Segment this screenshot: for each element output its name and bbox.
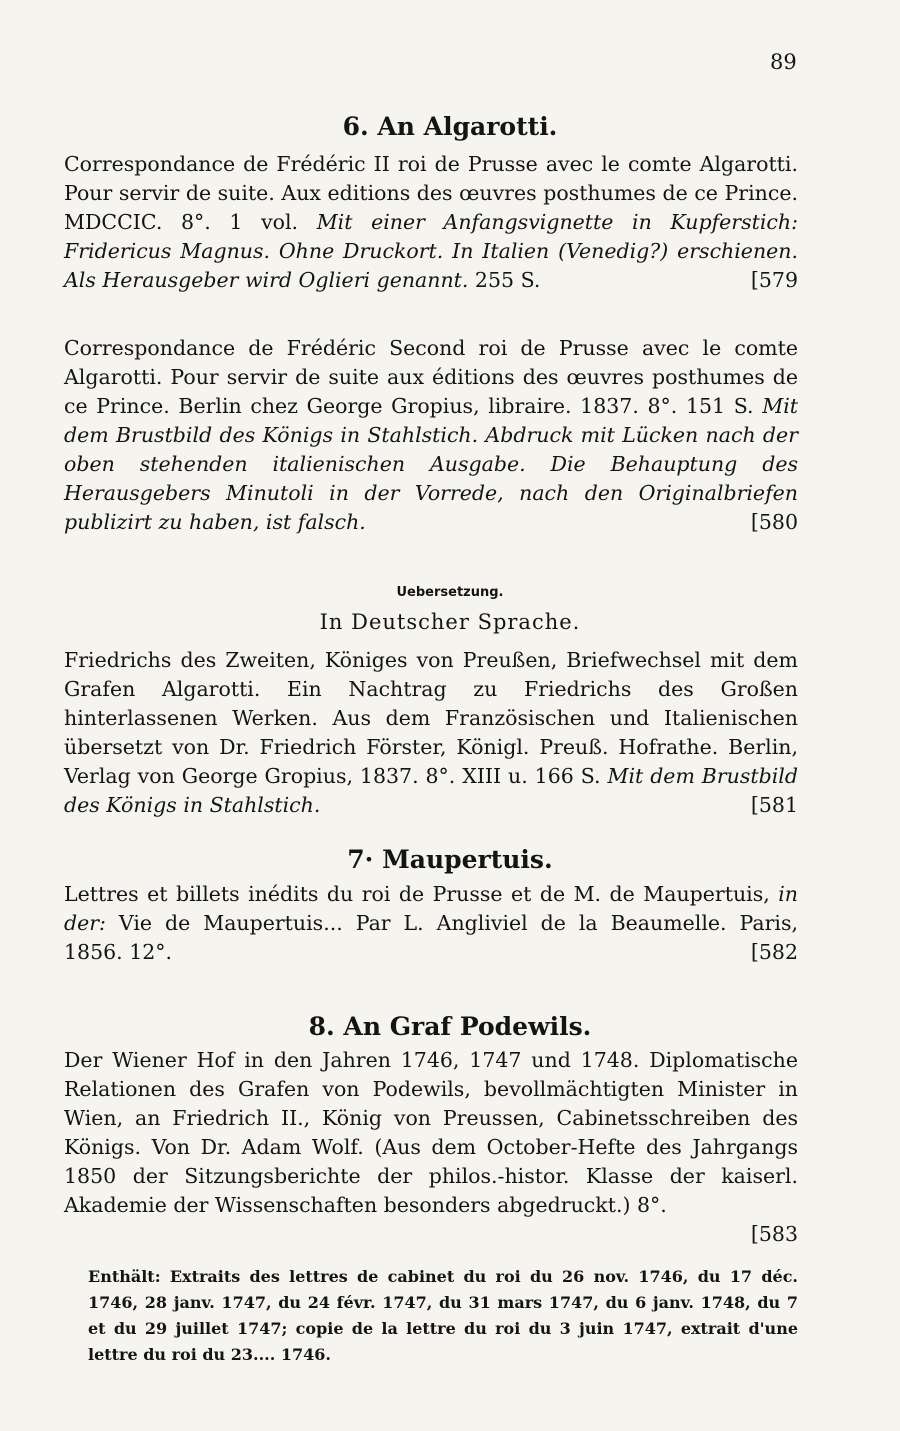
section-heading-algarotti: 6. An Algarotti. — [342, 112, 558, 141]
entry-number: [580 — [750, 510, 798, 534]
entry-text: Lettres et billets inédits du roi de Prusse et de M. de Maupertuis, — [64, 882, 779, 906]
translation-heading: In Deutscher Sprache. — [319, 610, 581, 634]
entry-580 — [64, 334, 798, 537]
entry-number: [579 — [750, 268, 798, 292]
entry-text: Correspondance de Frédéric Second roi de Prusse avec le comte Algarotti. Pour servir de suite aux éditions des œuvres posthumes de ce Prince. Berlin chez George Gropius, libraire. 1837. 8°. 151 S. — [64, 336, 798, 418]
entry-582 — [64, 880, 798, 967]
entry-581 — [64, 646, 798, 820]
entry-italic-text: Mit einer Anfangsvignette in Kupferstich: Fridericus Magnus. Ohne Druckort. In Italien (Venedig?) erschienen. Als Herausgeber wird Oglieri genannt. — [64, 210, 798, 292]
entry-number: [583 — [750, 1222, 798, 1246]
entry-text: Correspondance de Frédéric II roi de Prusse avec le comte Algarotti. Pour servir de suite. Aux editions des œuvres posthumes de ce Prince. MDCCIC. 8°. 1 vol. — [64, 152, 798, 234]
entry-number: [582 — [750, 940, 798, 964]
translation-label: Uebersetzung. — [396, 585, 504, 600]
entry-tail: Vie de Maupertuis... Par L. Angliviel de la Beaumelle. Paris, 1856. 12°. — [64, 911, 798, 964]
contents-note: Enthält: Extraits des lettres de cabinet du roi du 26 nov. 1746, du 17 déc. 1746, 28 janv. 1747, du 24 févr. 1747, du 31 mars 1747, du 6 janv. 1748, du 7 et du 29 juillet 1747; copie de la lettre du roi du 3 juin 1747, extrait d'une lettre du roi du 23.... 1746. — [88, 1267, 798, 1364]
page-number: 89 — [770, 50, 797, 74]
entry-italic-text: Mit dem Brustbild des Königs in Stahlstich. Abdruck mit Lücken nach der oben stehenden italienischen Ausgabe. Die Behauptung des Herausgebers Minutoli in der Vorrede, nach den Originalbriefen publizirt zu haben, ist falsch. — [64, 394, 798, 534]
section-heading-podewils: 8. An Graf Podewils. — [308, 1012, 592, 1041]
entry-tail: 255 S. — [468, 268, 541, 292]
entry-number: [581 — [750, 793, 798, 817]
entry-italic-text: Mit dem Brustbild des Königs in Stahlstich. — [64, 764, 798, 817]
section-heading-maupertuis: 7· Maupertuis. — [347, 845, 553, 874]
entry-583 — [64, 1046, 798, 1246]
entry-text: Friedrichs des Zweiten, Königes von Preußen, Briefwechsel mit dem Grafen Algarotti. Ein Nachtrag zu Friedrichs des Großen hinterlassenen Werken. Aus dem Französischen und Italienischen übersetzt von Dr. Friedrich Förster, Königl. Preuß. Hofrathe. Berlin, Verlag von George Gropius, 1837. 8°. XIII u. 166 S. — [64, 648, 798, 788]
entry-italic-text: in der: — [64, 882, 798, 935]
entry-579 — [64, 150, 798, 295]
entry-text: Der Wiener Hof in den Jahren 1746, 1747 und 1748. Diplomatische Relationen des Grafen von Podewils, bevollmächtigten Minister in Wien, an Friedrich II., König von Preussen, Cabinetsschreiben des Königs. Von Dr. Adam Wolf. (Aus dem October-Hefte des Jahrgangs 1850 der Sitzungsberichte der philos.-histor. Klasse der kaiserl. Akademie der Wissenschaften besonders abgedruckt.) 8°. — [64, 1048, 798, 1217]
